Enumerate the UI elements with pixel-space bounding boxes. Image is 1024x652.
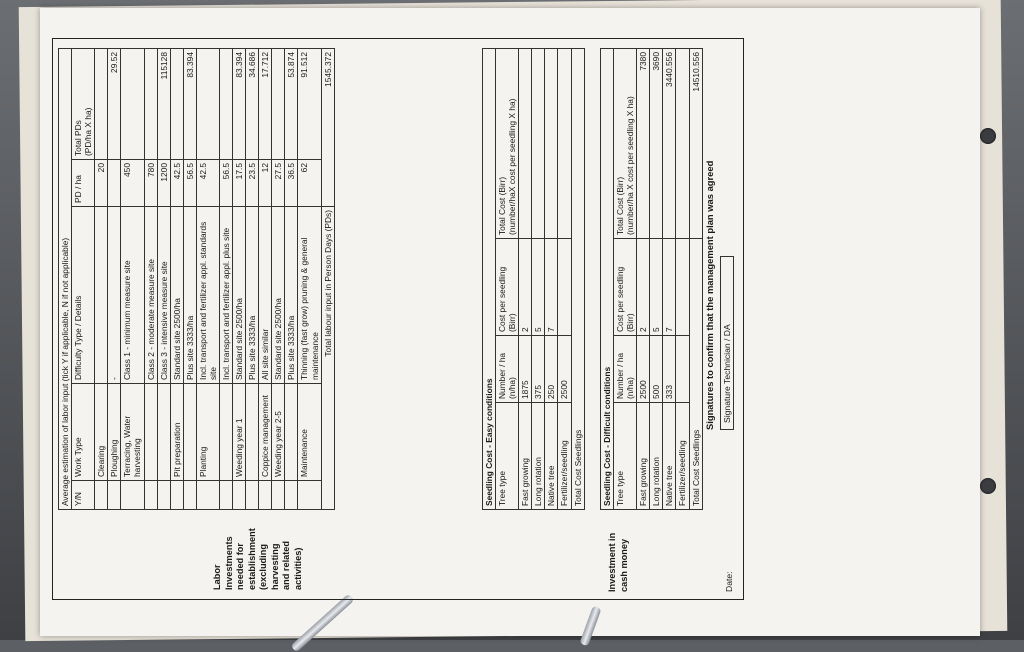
difficult-seedling-table <box>600 48 703 510</box>
total-cell: 34.686 <box>246 49 259 160</box>
difficult-title: Seedling Cost - Difficult conditions <box>601 49 614 510</box>
cell: Fertilizer/seedling <box>558 403 571 510</box>
yn-cell[interactable] <box>170 481 183 510</box>
pd-cell: 17.5 <box>233 160 246 207</box>
work-cell <box>144 384 157 481</box>
col-cost: Cost per seedling (Birr) <box>614 239 637 336</box>
pd-cell: 450 <box>121 160 144 207</box>
date-label: Date: <box>724 571 734 592</box>
labor-table <box>58 48 335 510</box>
work-cell: Planting <box>196 384 219 481</box>
col-pd: PD / ha <box>72 160 95 207</box>
cell: Fast growing <box>637 403 650 510</box>
table-row <box>676 49 689 510</box>
investment-side-label: Investment in cash money <box>607 532 629 592</box>
work-cell: Pit preparation <box>170 384 183 481</box>
labor-total-label: Total labour input in Person Days (PDs) <box>321 207 334 510</box>
table-row <box>298 49 321 510</box>
total-cell: 53.874 <box>285 49 298 160</box>
cell: 5 <box>532 239 545 336</box>
work-cell <box>220 384 233 481</box>
cell: 3440.556 <box>663 49 676 239</box>
signatures-title: Signatures to confirm that the management plan was agreed <box>704 160 715 430</box>
pd-cell: 36.5 <box>285 160 298 207</box>
total-cell <box>144 49 157 160</box>
pd-cell: 27.5 <box>272 160 285 207</box>
pd-cell: 42.5 <box>170 160 183 207</box>
diff-cell: Incl. transport and fertilizer appl. standards site <box>196 207 219 384</box>
cell: 7 <box>545 239 558 336</box>
cell: 3690 <box>650 49 663 239</box>
cell: 1875 <box>519 336 532 403</box>
diff-cell: Thinning (fast grow) pruning & general maintenance <box>298 207 321 384</box>
cell: Long rotation <box>532 403 545 510</box>
pd-cell: 56.5 <box>183 160 196 207</box>
pd-cell: 1200 <box>157 160 170 207</box>
table-row <box>183 49 196 510</box>
col-tree-type: Tree type <box>496 403 519 510</box>
table-row <box>95 49 108 510</box>
table-row <box>220 49 233 510</box>
cell <box>676 336 689 403</box>
labor-total-row <box>321 49 334 510</box>
yn-cell[interactable] <box>259 481 272 510</box>
cell <box>519 49 532 239</box>
col-number: Number / ha (n/ha) <box>496 336 519 403</box>
labor-side-label: Labor Investments needed for establishment (excluding harvesting and related activities) <box>212 528 303 590</box>
yn-cell[interactable] <box>157 481 170 510</box>
yn-cell[interactable] <box>233 481 246 510</box>
easy-total-label: Total Cost Seedlings <box>571 49 584 510</box>
col-total-cost: Total Cost (Birr) (number/ha X cost per seedling X ha) <box>614 49 637 239</box>
yn-cell[interactable] <box>144 481 157 510</box>
pd-cell <box>108 160 121 207</box>
table-row <box>545 49 558 510</box>
table-row <box>637 49 650 510</box>
total-cell: 115128 <box>157 49 170 160</box>
col-tree-type: Tree type <box>614 403 637 510</box>
pd-cell: 780 <box>144 160 157 207</box>
col-number: Number / ha (n/ha) <box>614 336 637 403</box>
labor-total-value: 1545.372 <box>321 49 334 207</box>
table-row <box>157 49 170 510</box>
col-work: Work Type <box>72 384 95 481</box>
table-row <box>259 49 272 510</box>
total-cell <box>121 49 144 160</box>
cell: 5 <box>650 239 663 336</box>
cell: 333 <box>663 336 676 403</box>
cell: 375 <box>532 336 545 403</box>
diff-cell: Class 3 - intensive measure site <box>157 207 170 384</box>
yn-cell[interactable] <box>272 481 285 510</box>
total-cell: 91.512 <box>298 49 321 160</box>
col-total: Total PDs (PD/ha X ha) <box>72 49 95 160</box>
col-diff: Difficulty Type / Details <box>72 207 95 384</box>
yn-cell[interactable] <box>298 481 321 510</box>
work-cell: Coppice management <box>259 384 272 481</box>
cell: 2500 <box>558 336 571 403</box>
total-cell <box>272 49 285 160</box>
work-cell: Weeding year 1 <box>233 384 246 481</box>
work-cell: Terracing, Water harvesting <box>121 384 144 481</box>
diff-cell: Class 2 - moderate measure site <box>144 207 157 384</box>
table-row <box>170 49 183 510</box>
cell: 7380 <box>637 49 650 239</box>
yn-cell[interactable] <box>183 481 196 510</box>
difficult-total-value: 14510.556 <box>689 49 702 239</box>
table-row <box>650 49 663 510</box>
work-cell: Weeding year 2-5 <box>272 384 285 481</box>
table-row <box>121 49 144 510</box>
total-cell <box>220 49 233 160</box>
pd-cell: 23.5 <box>246 160 259 207</box>
easy-title: Seedling Cost - Easy conditions <box>483 49 496 510</box>
total-cell <box>196 49 219 160</box>
cell: 500 <box>650 336 663 403</box>
work-cell: Maintenance <box>298 384 321 481</box>
diff-cell: Standard site 2500/ha <box>233 207 246 384</box>
yn-cell[interactable] <box>246 481 259 510</box>
cell: Fast growing <box>519 403 532 510</box>
diff-cell: All site similar <box>259 207 272 384</box>
work-cell <box>157 384 170 481</box>
diff-cell: Standard site 2500/ha <box>170 207 183 384</box>
cell: 250 <box>545 336 558 403</box>
cell: 7 <box>663 239 676 336</box>
cell: 2 <box>519 239 532 336</box>
table-row <box>108 49 121 510</box>
signature-technician-field[interactable]: Signature Technician / DA <box>720 256 734 430</box>
table-row <box>272 49 285 510</box>
punch-hole <box>980 478 996 494</box>
col-total-cost: Total Cost (Birr) (number/haX cost per seedling X ha) <box>496 49 519 239</box>
cell <box>558 49 571 239</box>
table-row <box>285 49 298 510</box>
col-cost: Cost per seedling (Birr) <box>496 239 519 336</box>
pd-cell: 20 <box>95 160 108 207</box>
table-row <box>532 49 545 510</box>
diff-cell: Plus site 3333/ha <box>285 207 298 384</box>
pd-cell: 62 <box>298 160 321 207</box>
table-row <box>233 49 246 510</box>
cell: 2 <box>637 239 650 336</box>
table-row <box>246 49 259 510</box>
total-cell: 83.394 <box>233 49 246 160</box>
punch-hole <box>980 128 996 144</box>
table-row <box>558 49 571 510</box>
yn-cell[interactable] <box>196 481 219 510</box>
diff-cell <box>95 207 108 384</box>
cell: 2500 <box>637 336 650 403</box>
yn-cell[interactable] <box>108 481 121 510</box>
table-row <box>144 49 157 510</box>
work-cell: Clearing <box>95 384 108 481</box>
yn-cell[interactable] <box>121 481 144 510</box>
yn-cell[interactable] <box>285 481 298 510</box>
labor-header: Average estimation of labor input (tick Y if applicable, N if not applicable) <box>59 49 72 510</box>
table-row <box>196 49 219 510</box>
pd-cell: 12 <box>259 160 272 207</box>
cell <box>545 49 558 239</box>
cell <box>676 239 689 336</box>
diff-cell: Class 1 - minimum measure site <box>121 207 144 384</box>
diff-cell: Standard site 2500/ha <box>272 207 285 384</box>
work-cell: Ploughing <box>108 384 121 481</box>
total-cell <box>170 49 183 160</box>
col-yn: Y/N <box>72 481 95 510</box>
yn-cell[interactable] <box>220 481 233 510</box>
table-row <box>663 49 676 510</box>
diff-cell: - <box>108 207 121 384</box>
diff-cell: Incl. transport and fertilizer appl. plus site <box>220 207 233 384</box>
total-cell: 83.394 <box>183 49 196 160</box>
table-row <box>519 49 532 510</box>
total-cell: 29.52 <box>108 49 121 160</box>
easy-seedling-table <box>482 48 585 510</box>
cell: Native tree <box>545 403 558 510</box>
cell <box>532 49 545 239</box>
work-cell <box>183 384 196 481</box>
pd-cell: 42.5 <box>196 160 219 207</box>
total-cell: 17.712 <box>259 49 272 160</box>
pd-cell: 56.5 <box>220 160 233 207</box>
difficult-total-label: Total Cost Seedlings <box>689 239 702 510</box>
labor-cost-form <box>52 40 752 600</box>
cell: Fertilizer/seedling <box>676 403 689 510</box>
diff-cell: Plus site 3333/ha <box>183 207 196 384</box>
total-cell <box>95 49 108 160</box>
cell <box>558 239 571 336</box>
cell: Native tree <box>663 403 676 510</box>
diff-cell: Plus site 3333/ha <box>246 207 259 384</box>
work-cell <box>285 384 298 481</box>
cell: Long rotation <box>650 403 663 510</box>
cell <box>676 49 689 239</box>
yn-cell[interactable] <box>95 481 108 510</box>
work-cell <box>246 384 259 481</box>
